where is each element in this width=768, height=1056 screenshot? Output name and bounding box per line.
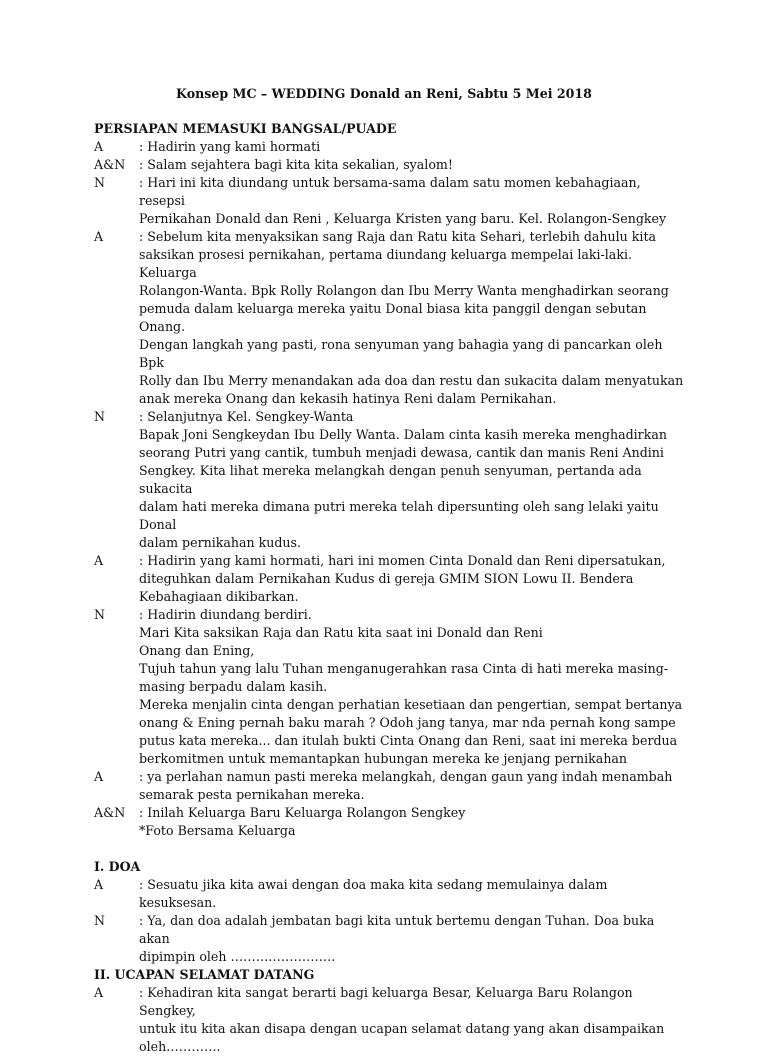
dialogue-line — [94, 984, 684, 1056]
dialogue-text: : Ya, dan doa adalah jembatan bagi kita untuk bertemu dengan Tuhan. Doa buka akan dipimpin oleh ……………………. — [139, 913, 655, 964]
dialogue-line — [94, 138, 684, 156]
dialogue-text: : Hadirin diundang berdiri. Mari Kita saksikan Raja dan Ratu kita saat ini Donald dan Reni Onang dan Ening, Tujuh tahun yang lalu Tuhan menganugerahkan rasa Cinta di hati mereka masing- masing berpadu dalam kasih. Mereka menjalin cinta dengan perhatian kesetiaan dan pengertian, sempat bertanya onang & Ening pernah baku marah ? Odoh jang tanya, mar nda pernah kong sampe putus kata mereka... dan itulah bukti Cinta Onang dan Reni, saat ini mereka berdua berkomitmen untuk memantapkan hubungan mereka ke jenjang pernikahan — [139, 607, 683, 766]
dialogue-line — [94, 912, 684, 966]
speaker-label: N — [94, 913, 106, 928]
document-title: Konsep MC – WEDDING Donald an Reni, Sabtu 5 Mei 2018 — [176, 86, 592, 101]
dialogue-line — [94, 408, 684, 552]
dialogue-line — [94, 174, 684, 228]
speaker-label: A — [94, 769, 104, 784]
dialogue-line — [94, 606, 684, 768]
speaker-label: A — [94, 139, 104, 154]
speaker-label: N — [94, 607, 106, 622]
speaker-label: N — [94, 175, 106, 190]
dialogue-list-ucapan — [94, 984, 684, 1056]
dialogue-text: : Selanjutnya Kel. Sengkey-Wanta Bapak Joni Sengkeydan Ibu Delly Wanta. Dalam cinta kasih mereka menghadirkan seorang Putri yang cantik, tumbuh menjadi dewasa, cantik dan manis Reni Andini Sengkey. Kita lihat mereka melangkah dengan penuh senyuman, pertanda ada sukacita dalam hati mereka dimana putri mereka telah dipersunting oleh sang lelaki yaitu Donal dalam pernikahan kudus. — [139, 409, 667, 550]
dialogue-list-persiapan — [94, 138, 684, 840]
dialogue-line — [94, 768, 684, 804]
dialogue-text: : Hadirin yang kami hormati — [139, 139, 321, 154]
dialogue-line — [94, 876, 684, 912]
section-heading-ucapan: II. UCAPAN SELAMAT DATANG — [94, 967, 315, 982]
speaker-label: N — [94, 409, 106, 424]
dialogue-text: : Salam sejahtera bagi kita kita sekalian, syalom! — [139, 157, 453, 172]
section-heading-doa: I. DOA — [94, 859, 141, 874]
dialogue-line — [94, 552, 684, 606]
section-heading-persiapan: PERSIAPAN MEMASUKI BANGSAL/PUADE — [94, 121, 397, 136]
dialogue-text: : Sesuatu jika kita awai dengan doa maka kita sedang memulainya dalam kesuksesan. — [139, 877, 608, 910]
dialogue-line — [94, 156, 684, 174]
dialogue-text: : Hadirin yang kami hormati, hari ini momen Cinta Donald dan Reni dipersatukan, diteguhkan dalam Pernikahan Kudus di gereja GMIM SION Lowu II. Bendera Kebahagiaan dikibarkan. — [139, 553, 666, 604]
dialogue-text: : Hari ini kita diundang untuk bersama-sama dalam satu momen kebahagiaan, resepsi Pernikahan Donald dan Reni , Keluarga Kristen yang baru. Kel. Rolangon-Sengkey — [139, 175, 667, 226]
dialogue-list-doa — [94, 876, 684, 966]
speaker-label: A — [94, 553, 104, 568]
speaker-label: A&N — [94, 157, 126, 172]
dialogue-line — [94, 228, 684, 408]
document-body — [94, 120, 684, 1056]
dialogue-text: : Kehadiran kita sangat berarti bagi keluarga Besar, Keluarga Baru Rolangon Sengkey, untuk itu kita akan disapa dengan ucapan selamat datang yang akan disampaikan oleh…………. — [139, 985, 665, 1054]
dialogue-text: : ya perlahan namun pasti mereka melangkah, dengan gaun yang indah menambah semarak pesta pernikahan mereka. — [139, 769, 673, 802]
dialogue-text: : Inilah Keluarga Baru Keluarga Rolangon Sengkey *Foto Bersama Keluarga — [139, 805, 466, 838]
speaker-label: A&N — [94, 805, 126, 820]
speaker-label: A — [94, 877, 104, 892]
spacer — [94, 840, 684, 858]
speaker-label: A — [94, 985, 104, 1000]
dialogue-text: : Sebelum kita menyaksikan sang Raja dan Ratu kita Sehari, terlebih dahulu kita saksikan prosesi pernikahan, pertama diundang keluarga mempelai laki-laki. Keluarga Rolangon-Wanta. Bpk Rolly Rolangon dan Ibu Merry Wanta menghadirkan seorang pemuda dalam keluarga mereka yaitu Donal biasa kita panggil dengan sebutan Onang. Dengan langkah yang pasti, rona senyuman yang bahagia yang di pancarkan oleh Bpk Rolly dan Ibu Merry menandakan ada doa dan restu dan sukacita dalam menyatukan anak mereka Onang dan kekasih hatinya Reni dalam Pernikahan. — [139, 229, 684, 406]
speaker-label: A — [94, 229, 104, 244]
dialogue-line — [94, 804, 684, 840]
